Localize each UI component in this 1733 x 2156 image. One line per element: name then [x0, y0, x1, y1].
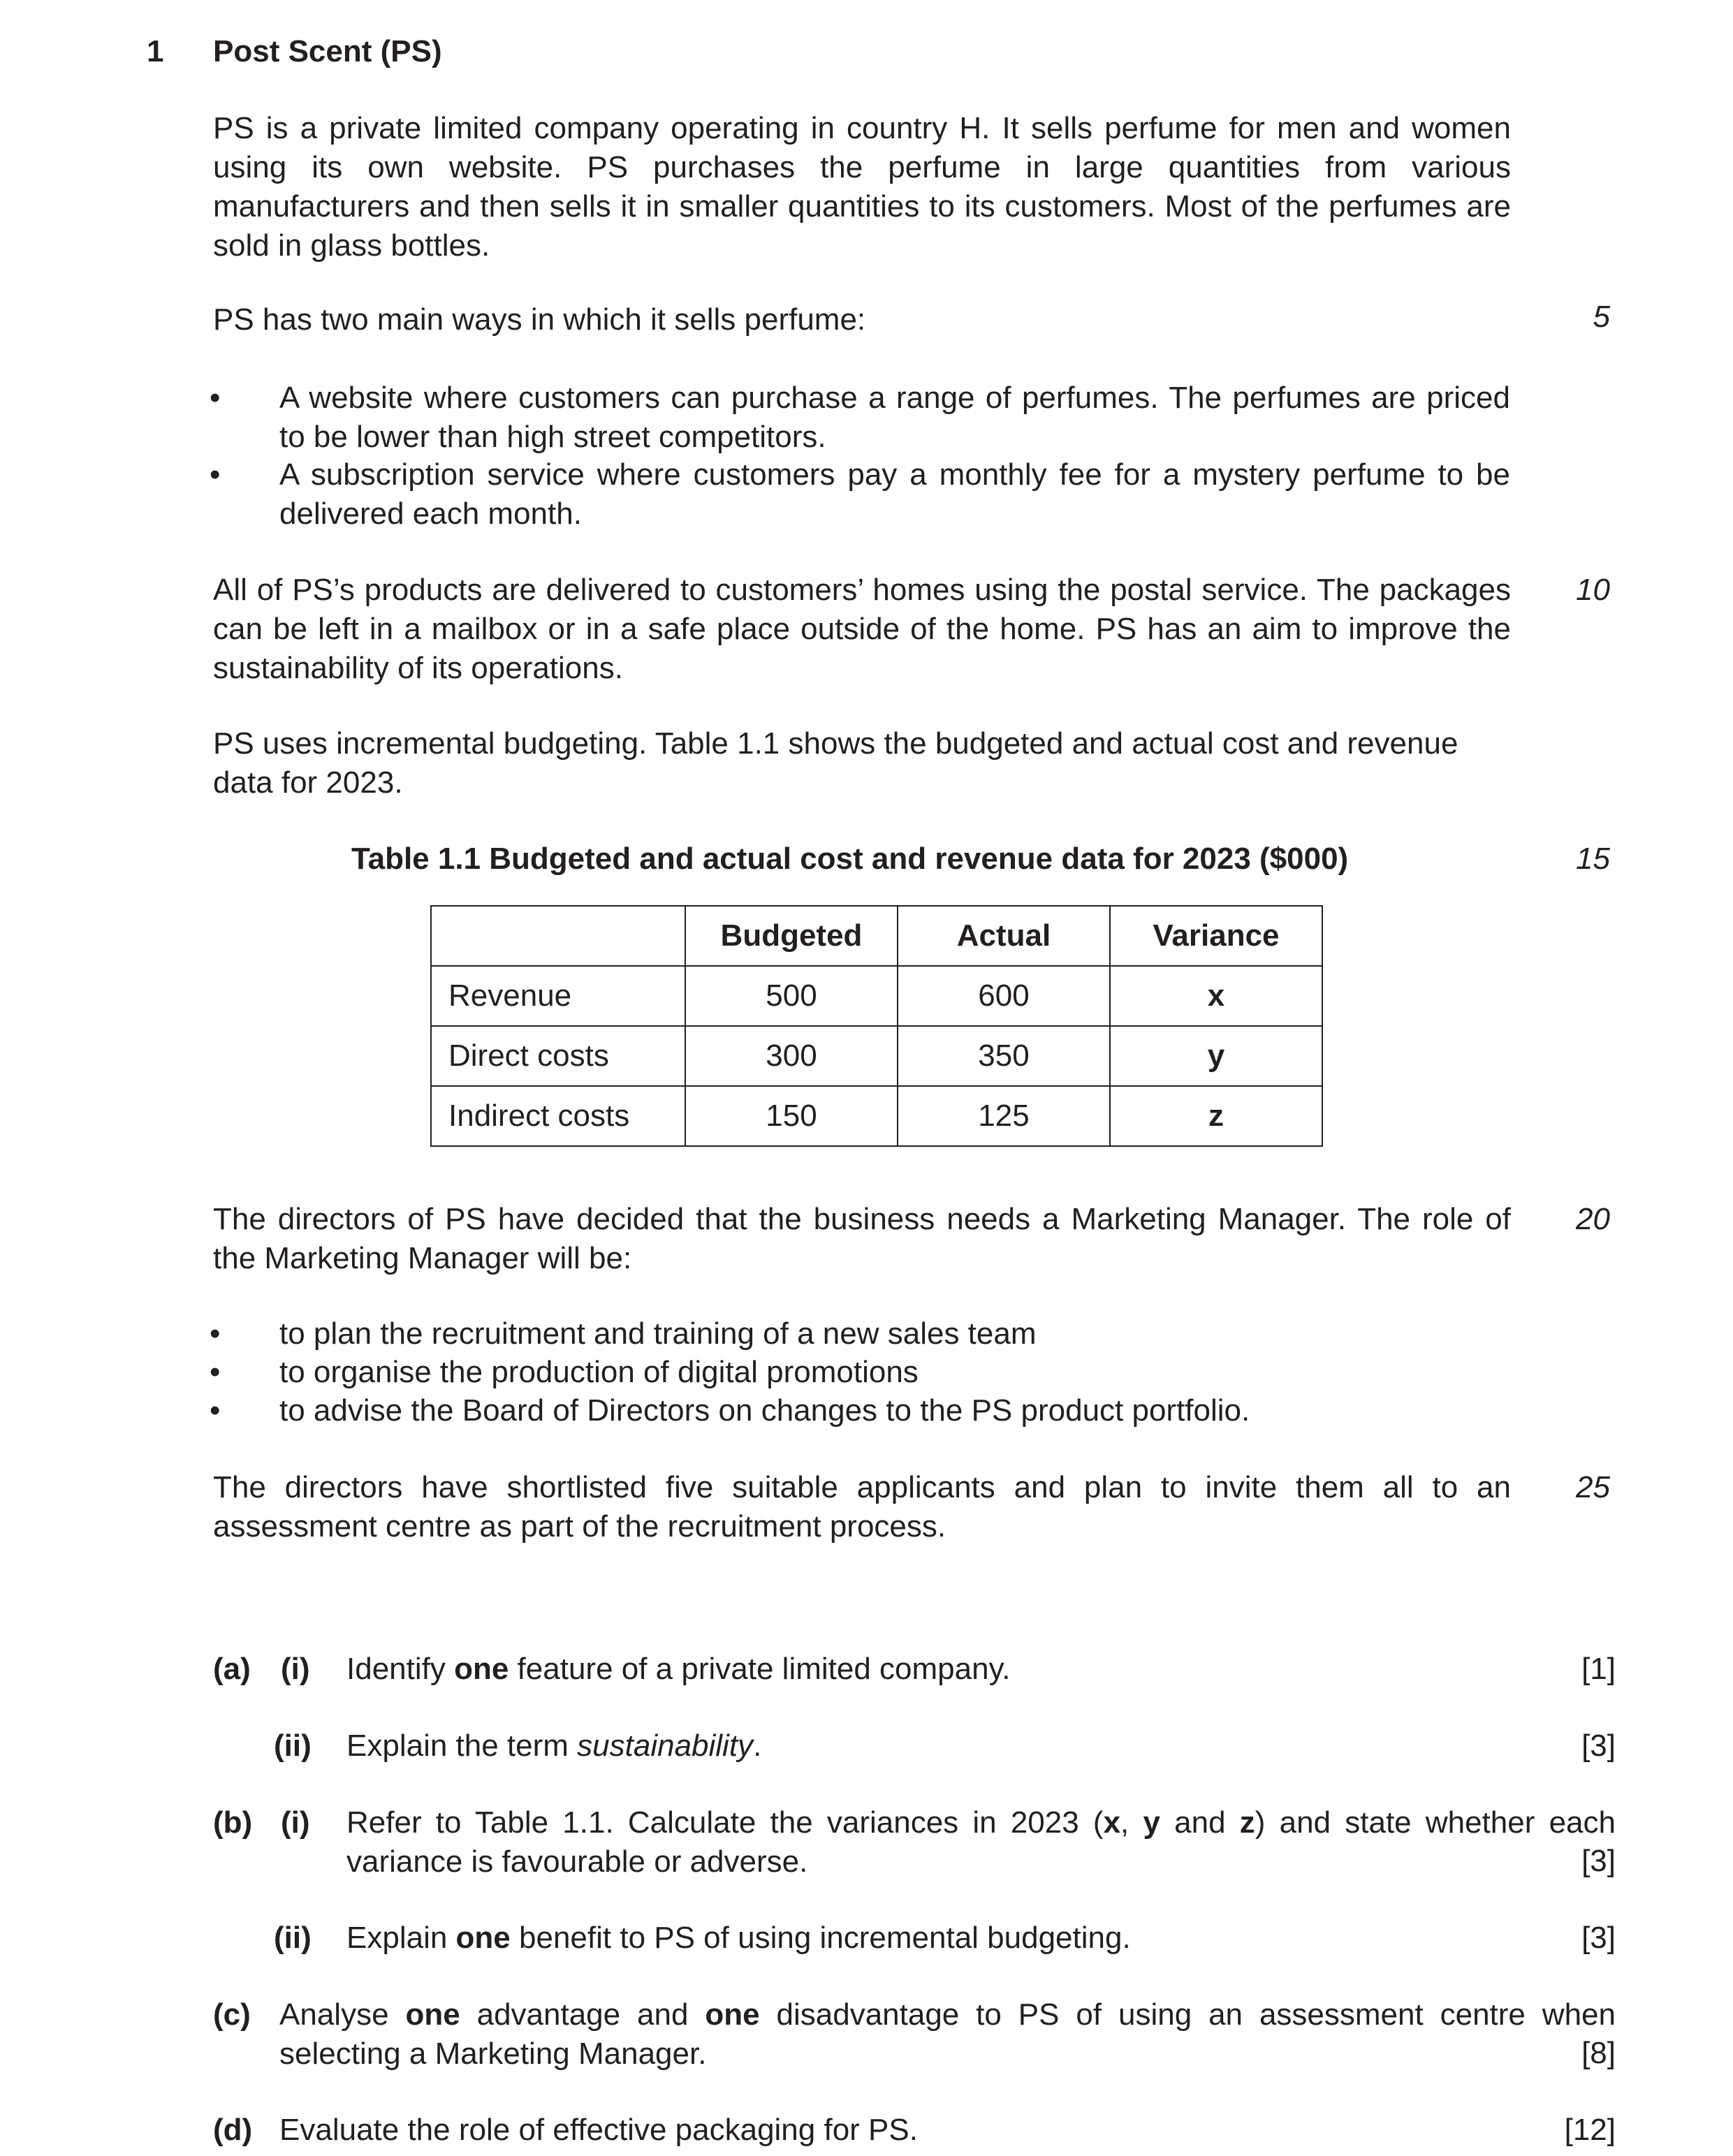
case-paragraph-5: The directors of PS have decided that the business needs a Marketing Manager. The role of the Marketing Manager will be: — [213, 1202, 1511, 1275]
bullet-symbol: • — [210, 457, 221, 492]
text-run: one — [705, 1997, 760, 2032]
text-run: , — [1120, 1805, 1143, 1840]
data-table — [430, 905, 1323, 1147]
question-title: Post Scent (PS) — [213, 34, 442, 68]
part-a-i-label: (i) — [281, 1652, 310, 1686]
text-run: Explain — [346, 1921, 456, 1955]
part-b-ii-label: (ii) — [274, 1921, 312, 1955]
case-paragraph-4: PS uses incremental budgeting. Table 1.1 shows the budgeted and actual cost and revenue data for 2023. — [213, 726, 1458, 800]
text-run: y — [1143, 1805, 1160, 1840]
question-number: 1 — [147, 34, 164, 68]
table-cell: y — [1110, 1026, 1322, 1086]
part-a-i-marks: [1] — [1581, 1652, 1616, 1686]
part-a-ii-marks: [3] — [1581, 1729, 1616, 1763]
part-b-ii-marks: [3] — [1581, 1921, 1616, 1955]
case-paragraph-6: The directors have shortlisted five suitable applicants and plan to invite them all to an assessment centre as part of the recruitment process. — [213, 1470, 1511, 1543]
table-cell: x — [1110, 966, 1322, 1026]
bullet-website: A website where customers can purchase a range of perfumes. The perfumes are priced to be lower than high street competitors. — [279, 381, 1510, 454]
case-paragraph-2: PS has two main ways in which it sells perfume: — [213, 302, 866, 337]
text-run: one — [454, 1652, 509, 1686]
table-header-cell: Variance — [1110, 906, 1322, 966]
table-cell: z — [1110, 1086, 1322, 1146]
text-run: advantage and — [460, 1997, 705, 2032]
bullet-role-2: to organise the production of digital promotions — [279, 1355, 919, 1389]
table-cell: 600 — [898, 966, 1110, 1026]
part-b-i-marks: [3] — [1581, 1844, 1616, 1878]
text-run: one — [455, 1921, 511, 1955]
table-cell: 150 — [685, 1086, 898, 1146]
bullet-role-3: to advise the Board of Directors on changes to the PS product portfolio. — [279, 1393, 1250, 1428]
table-row — [431, 1026, 1322, 1086]
text-run: feature of a private limited company. — [509, 1652, 1011, 1686]
table-cell: Revenue — [431, 966, 685, 1026]
table-cell: Indirect costs — [431, 1086, 685, 1146]
part-a-ii-text — [346, 1726, 1534, 1766]
text-run: Refer to Table 1.1. Calculate the variances in 2023 ( — [346, 1805, 1104, 1840]
part-b-i-label: (i) — [281, 1805, 310, 1840]
bullet-subscription: A subscription service where customers pay a monthly fee for a mystery perfume to be delivered each month. — [279, 457, 1510, 531]
line-number-5: 5 — [1593, 300, 1610, 334]
bullet-symbol: • — [210, 1393, 221, 1428]
part-b-ii-text — [346, 1919, 1534, 1958]
part-d-text: Evaluate the role of effective packaging for PS. — [279, 2113, 918, 2147]
text-run: benefit to PS of using incremental budgeting. — [510, 1921, 1131, 1955]
line-number-20: 20 — [1576, 1202, 1610, 1236]
table-cell: 125 — [898, 1086, 1110, 1146]
bullet-symbol: • — [210, 381, 221, 415]
line-number-25: 25 — [1576, 1470, 1610, 1504]
table-row — [431, 966, 1322, 1026]
text-run: Explain the term — [346, 1729, 578, 1763]
text-run: and — [1160, 1805, 1240, 1840]
table-header-cell: Budgeted — [685, 906, 898, 966]
table-caption: Table 1.1 Budgeted and actual cost and revenue data for 2023 ($000) — [351, 842, 1349, 876]
table-header-cell: Actual — [898, 906, 1110, 966]
part-a-ii-label: (ii) — [274, 1729, 312, 1763]
case-paragraph-1: PS is a private limited company operating in country H. It sells perfume for men and women using its own website. PS purchases the perfume in large quantities from various manufacturers and then sells it in smaller quantities to its customers. Most of the perfumes are sold in glass bottles. — [213, 111, 1511, 263]
part-d-marks: [12] — [1564, 2113, 1616, 2147]
table-header-row — [431, 906, 1322, 966]
bullet-role-1: to plan the recruitment and training of a new sales team — [279, 1317, 1037, 1351]
table-cell: 300 — [685, 1026, 898, 1086]
text-run: one — [405, 1997, 460, 2032]
part-c-marks: [8] — [1581, 2036, 1616, 2070]
part-d-label: (d) — [213, 2113, 253, 2147]
text-run: Analyse — [279, 1997, 406, 2032]
part-b-i-text — [346, 1803, 1616, 1882]
text-run: . — [753, 1729, 762, 1763]
bullet-symbol: • — [210, 1355, 221, 1389]
text-run: ) and state whether each variance is favourable or adverse. — [346, 1805, 1616, 1879]
line-number-10: 10 — [1576, 573, 1610, 607]
text-run: x — [1103, 1805, 1121, 1840]
text-run: z — [1239, 1805, 1255, 1840]
table-header-cell — [431, 906, 685, 966]
text-run: Identify — [346, 1652, 455, 1686]
table-cell: 350 — [898, 1026, 1110, 1086]
part-b-label: (b) — [213, 1805, 253, 1840]
part-c-text — [279, 1995, 1616, 2074]
part-a-i-text — [346, 1650, 1534, 1689]
part-a-label: (a) — [213, 1652, 251, 1686]
table-cell: 500 — [685, 966, 898, 1026]
case-paragraph-3: All of PS’s products are delivered to customers’ homes using the postal service. The packages can be left in a mailbox or in a safe place outside of the home. PS has an aim to improve the sustainability of its operations. — [213, 573, 1511, 685]
table-row — [431, 1086, 1322, 1146]
line-number-15: 15 — [1576, 842, 1610, 876]
text-run: disadvantage to PS of using an assessment centre when selecting a Marketing Manager. — [279, 1997, 1616, 2071]
bullet-symbol: • — [210, 1317, 221, 1351]
part-c-label: (c) — [213, 1997, 251, 2032]
text-run: sustainability — [577, 1729, 754, 1763]
table-cell: Direct costs — [431, 1026, 685, 1086]
